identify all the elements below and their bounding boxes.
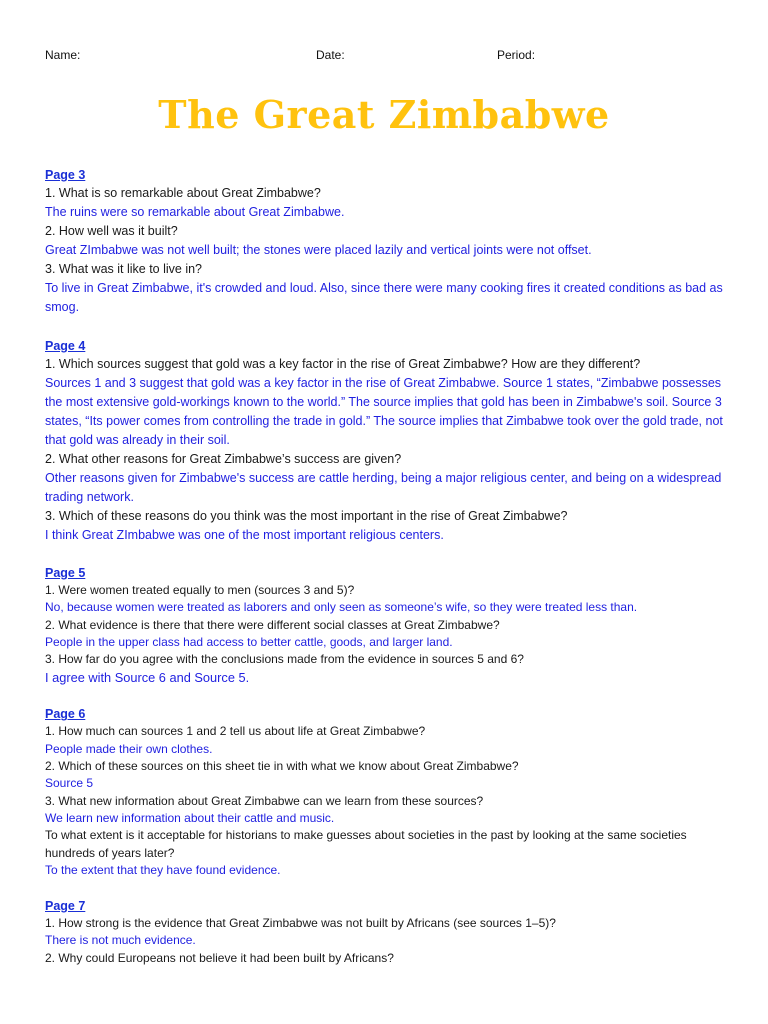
name-label: Name: [45,48,81,62]
worksheet-content [45,166,735,967]
question: 1. Which sources suggest that gold was a key factor in the rise of Great Zimbabwe? How are they different? [45,357,641,371]
question: 3. What was it like to live in? [45,262,203,276]
question: To what extent is it acceptable for historians to make guesses about societies in the past by looking at the same societies hundreds of years later? [45,828,687,860]
answer: People in the upper class had access to better cattle, goods, and larger land. [45,634,453,649]
question: 3. How far do you agree with the conclusions made from the evidence in sources 5 and 6? [45,652,524,667]
page-7-link[interactable]: Page 7 [45,899,86,914]
question: 2. What other reasons for Great Zimbabwe’s success are given? [45,452,402,466]
question: 2. What evidence is there that there were different social classes at Great Zimbabwe? [45,617,500,632]
question: 3. What new information about Great Zimbabwe can we learn from these sources? [45,793,484,808]
question: 3. Which of these reasons do you think was the most important in the rise of Great Zimbabwe? [45,509,568,523]
question: 1. Were women treated equally to men (sources 3 and 5)? [45,583,355,597]
answer: The ruins were so remarkable about Great Zimbabwe. [45,205,345,219]
page-3-link[interactable]: Page 3 [45,168,86,182]
answer: To live in Great Zimbabwe, it's crowded and loud. Also, since there were many cooking fires it created conditions as bad as smog. [45,281,723,314]
period-label: Period: [497,48,536,62]
section-page-4 [45,337,735,545]
answer: I think Great ZImbabwe was one of the most important religious centers. [45,528,444,542]
answer: We learn new information about their cattle and music. [45,810,335,825]
date-label: Date: [316,48,345,62]
page-5-link[interactable]: Page 5 [45,566,86,580]
student-info-row [45,48,725,64]
section-page-6 [45,705,735,879]
answer: Other reasons given for Zimbabwe's success are cattle herding, being a major religious center, and being on a widespread trading network. [45,471,722,504]
question: 1. How much can sources 1 and 2 tell us about life at Great Zimbabwe? [45,724,426,739]
page-4-link[interactable]: Page 4 [45,339,86,353]
question: 2. How well was it built? [45,224,178,238]
question: 2. Why could Europeans not believe it had been built by Africans? [45,950,394,965]
question: 2. Which of these sources on this sheet tie in with what we know about Great Zimbabwe? [45,759,519,774]
answer: Great ZImbabwe was not well built; the stones were placed lazily and vertical joints were not offset. [45,243,592,257]
question: 1. How strong is the evidence that Great Zimbabwe was not built by Africans (see sources 1–5)? [45,916,556,931]
answer: People made their own clothes. [45,741,213,756]
section-page-7 [45,897,735,967]
question: 1. What is so remarkable about Great Zimbabwe? [45,186,321,200]
answer: There is not much evidence. [45,933,196,948]
section-page-3 [45,166,735,317]
answer: To the extent that they have found evidence. [45,862,281,877]
answer: Source 5 [45,776,94,791]
page-6-link[interactable]: Page 6 [45,707,86,722]
answer: Sources 1 and 3 suggest that gold was a key factor in the rise of Great Zimbabwe. Source 1 states, “Zimbabwe possesses the most extensive gold-workings known to the world.” The source implies that gold has been in Zimbabwe's soil. Source 3 states, “Its power comes from controlling the trade in gold.” The source implies that Zimbabwe took over the gold trade, not that gold was already in their soil. [45,376,723,447]
document-title: The Great Zimbabwe [158,92,610,137]
answer: No, because women were treated as laborers and only seen as someone’s wife, so they were treated less than. [45,600,638,615]
section-page-5 [45,564,735,687]
answer: I agree with Source 6 and Source 5. [45,670,250,686]
